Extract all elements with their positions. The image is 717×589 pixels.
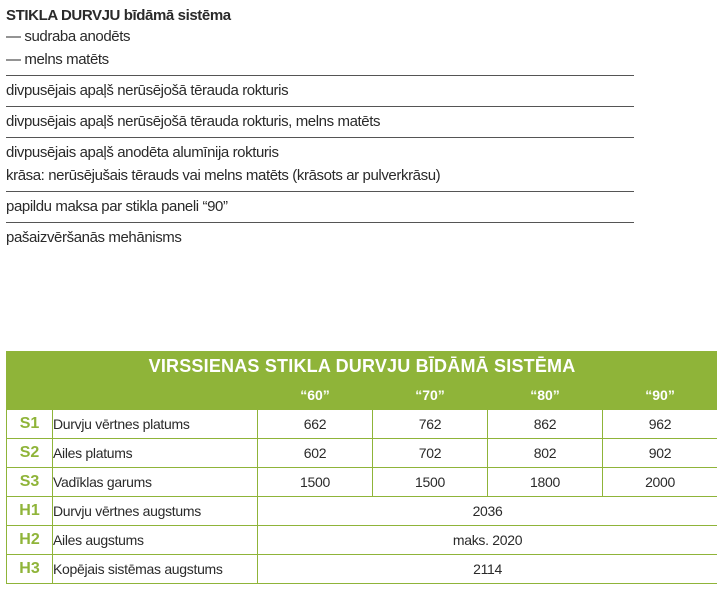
table-row — [7, 497, 717, 526]
column-header: “90” — [603, 381, 717, 410]
table-column-header-row — [7, 381, 717, 410]
finish-item: — sudraba anodēts — [6, 28, 131, 45]
row-code: H2 — [7, 526, 53, 555]
spec-list — [6, 6, 634, 253]
row-value: 2036 — [258, 497, 717, 526]
option-line: pašaizvēršanās mehānisms — [6, 229, 182, 246]
column-header: “80” — [488, 381, 603, 410]
row-value: 962 — [603, 410, 717, 439]
dimensions-table — [6, 351, 717, 584]
row-label: Ailes augstums — [53, 526, 258, 555]
option-line: divpusējais apaļš nerūsējošā tērauda rokturis — [6, 82, 289, 99]
spec-group-option — [6, 138, 634, 192]
table-row — [7, 439, 717, 468]
row-value: 1800 — [488, 468, 603, 497]
option-line: papildu maksa par stikla paneli “90” — [6, 198, 228, 215]
spec-group-option — [6, 223, 634, 253]
row-value: 1500 — [373, 468, 488, 497]
table-row — [7, 526, 717, 555]
row-value: 662 — [258, 410, 373, 439]
spec-group-finishes — [6, 6, 634, 76]
row-label: Kopējais sistēmas augstums — [53, 555, 258, 584]
table-row — [7, 555, 717, 584]
row-code: H3 — [7, 555, 53, 584]
spec-group-option — [6, 107, 634, 138]
table-title-row — [7, 352, 717, 381]
row-value: 762 — [373, 410, 488, 439]
column-header: “70” — [373, 381, 488, 410]
column-header: “60” — [258, 381, 373, 410]
row-label: Durvju vērtnes augstums — [53, 497, 258, 526]
row-value: 802 — [488, 439, 603, 468]
option-line: divpusējais apaļš anodēta alumīnija rokturis — [6, 144, 279, 161]
row-label: Ailes platums — [53, 439, 258, 468]
row-value: 2114 — [258, 555, 717, 584]
finish-item: — melns matēts — [6, 51, 109, 68]
row-label: Vadīklas garums — [53, 468, 258, 497]
row-code: S1 — [7, 410, 53, 439]
table-row — [7, 410, 717, 439]
row-value: 1500 — [258, 468, 373, 497]
spec-group-option — [6, 192, 634, 223]
row-code: S3 — [7, 468, 53, 497]
option-line: divpusējais apaļš nerūsējošā tērauda rokturis, melns matēts — [6, 113, 381, 130]
table-title: VIRSSIENAS STIKLA DURVJU BĪDĀMĀ SISTĒMA — [7, 352, 717, 381]
column-header-blank — [7, 381, 258, 410]
row-code: H1 — [7, 497, 53, 526]
row-label: Durvju vērtnes platums — [53, 410, 258, 439]
row-code: S2 — [7, 439, 53, 468]
row-value: maks. 2020 — [258, 526, 717, 555]
table-row — [7, 468, 717, 497]
row-value: 602 — [258, 439, 373, 468]
spec-group-option — [6, 76, 634, 107]
row-value: 702 — [373, 439, 488, 468]
row-value: 2000 — [603, 468, 717, 497]
row-value: 902 — [603, 439, 717, 468]
spec-title: STIKLA DURVJU bīdāmā sistēma — [6, 7, 231, 24]
option-line: krāsa: nerūsējušais tērauds vai melns matēts (krāsots ar pulverkrāsu) — [6, 167, 441, 184]
row-value: 862 — [488, 410, 603, 439]
